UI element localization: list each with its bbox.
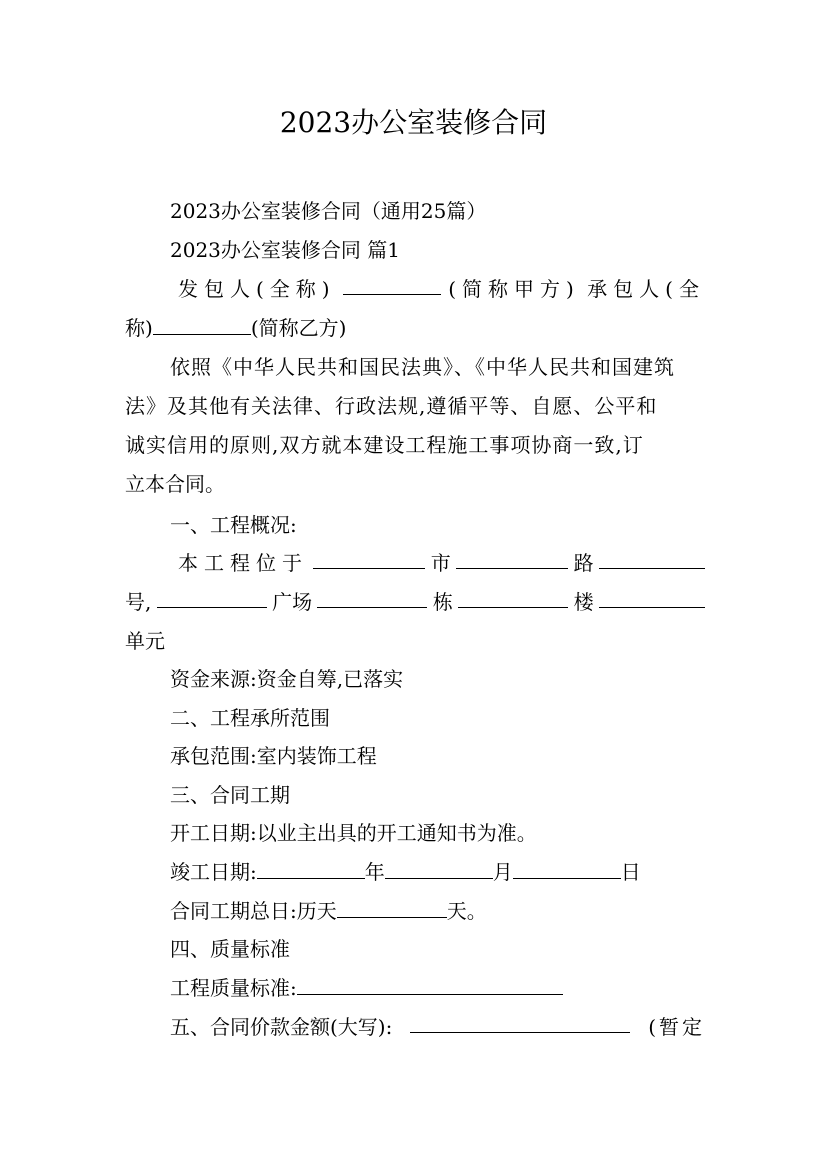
price-provisional-label: (暂定 [648, 1015, 705, 1039]
quality-line [170, 973, 705, 1003]
basis-line-3: 诚实信用的原则,双方就本建设工程施工事项协商一致,订 [125, 433, 644, 457]
building-label: 栋 [432, 590, 453, 614]
start-date-text: 开工日期:以业主出具的开工通知书为准。 [170, 821, 537, 845]
year-blank [257, 858, 365, 879]
year-label: 年 [364, 860, 385, 884]
price-blank [410, 1012, 630, 1033]
days-label: 天。 [446, 899, 487, 923]
section-heading: 2023办公室装修合同 篇1 [170, 238, 400, 262]
price-line [170, 1012, 705, 1042]
document-title: 2023办公室装修合同 [279, 106, 548, 139]
funding-source: 资金来源:资金自筹,已落实 [170, 667, 404, 691]
number-label: 号, [125, 590, 152, 614]
month-blank [385, 858, 493, 879]
completion-date-line [170, 857, 705, 887]
quality-label: 工程质量标准: [170, 976, 297, 1000]
section-2-title: 二、工程承所范围 [170, 706, 330, 730]
price-label: 五、合同价款金额(大写): [170, 1015, 393, 1039]
quality-blank [297, 974, 563, 995]
completion-label: 竣工日期: [170, 860, 257, 884]
road-label: 路 [573, 551, 594, 575]
contractor-name-blank [153, 314, 251, 335]
parties-line-2 [125, 313, 705, 343]
employer-name-blank [343, 274, 441, 295]
parties-line-1 [170, 274, 705, 304]
day-blank [513, 858, 621, 879]
day-label: 日 [620, 860, 641, 884]
building-blank [317, 587, 427, 608]
section-4-title: 四、质量标准 [170, 937, 290, 961]
floor-label: 楼 [573, 590, 594, 614]
number-blank [599, 548, 705, 569]
contractor-abbr-label: (简称乙方) [250, 316, 347, 340]
location-line-2 [125, 587, 705, 617]
section-1-title: 一、工程概况: [170, 513, 297, 537]
plaza-blank [157, 587, 267, 608]
days-blank [337, 897, 447, 918]
document-subtitle: 2023办公室装修合同（通用25篇） [170, 199, 487, 223]
road-blank [456, 548, 568, 569]
unit-blank [599, 587, 705, 608]
contractor-label: 承包人(全 [587, 277, 705, 301]
city-label: 市 [430, 551, 451, 575]
plaza-label: 广场 [272, 590, 313, 614]
employer-label: 发包人(全称) [178, 277, 336, 301]
basis-line-4: 立本合同。 [125, 472, 225, 496]
duration-line [170, 896, 705, 926]
floor-blank [458, 587, 568, 608]
location-line-1 [170, 548, 705, 578]
basis-line-2: 法》及其他有关法律、行政法规,遵循平等、自愿、公平和 [125, 394, 658, 418]
employer-abbr-label: (简称甲方) [448, 277, 580, 301]
scope-text: 承包范围:室内装饰工程 [170, 744, 377, 768]
contractor-label-cont: 称) [125, 316, 153, 340]
month-label: 月 [492, 860, 513, 884]
section-3-title: 三、合同工期 [170, 783, 290, 807]
basis-line-1: 依照《中华人民共和国民法典》、《中华人民共和国建筑 [170, 355, 675, 379]
duration-label: 合同工期总日:历天 [170, 899, 337, 923]
city-blank [313, 548, 425, 569]
location-label: 本工程位于 [178, 551, 308, 575]
location-line-3: 单元 [125, 629, 165, 653]
